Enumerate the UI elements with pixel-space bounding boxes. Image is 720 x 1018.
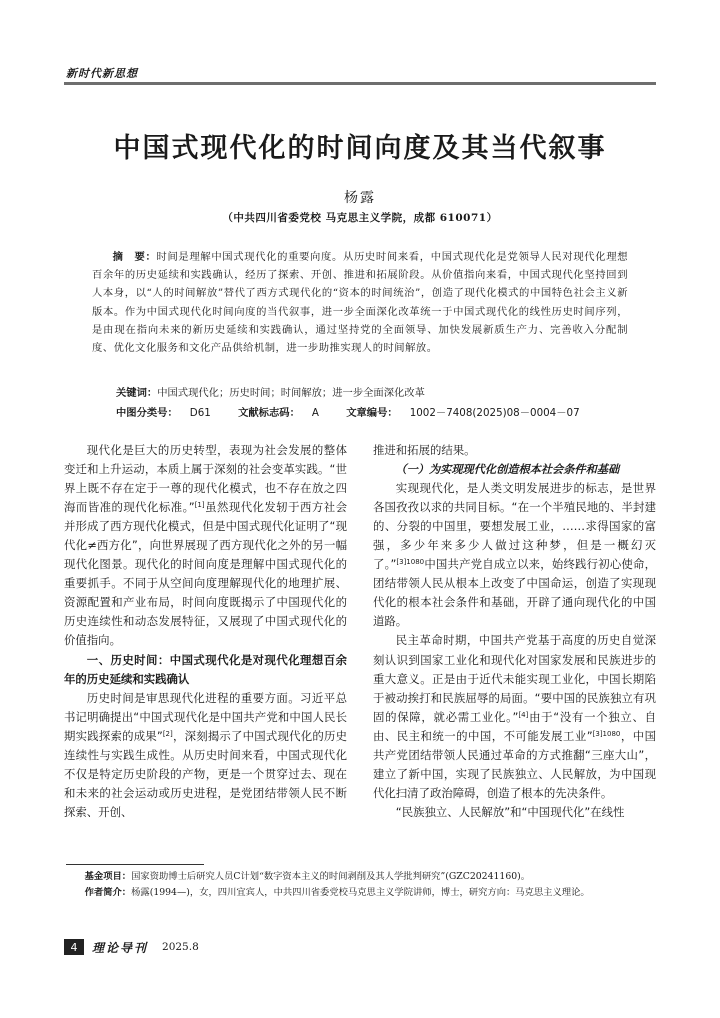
- page-number: 4: [64, 939, 84, 955]
- section-heading: 一、历史时间：中国式现代化是对现代化理想百余年的历史延续和实践确认: [64, 652, 347, 686]
- citation: [1]: [194, 501, 205, 510]
- author-name: 杨露: [344, 190, 376, 206]
- paragraph: 现代化是巨大的历史转型，表现为社会发展的整体变迁和上升运动，本质上属于深刻的社会变革实践。“世界上既不存在定于一尊的现代化模式，也不存在放之四海而皆准的现代化标准。”[1]虽然现代化发轫于西方社会并形成了西方现代化模式，但是中国式现代化证明了“现代化≠西方化”，向世界展现了西方现代化之外的另一幅现代化图景。现代化的时间向度是理解中国式现代化的重要抓手。不同于从空间向度理解现代化的地理扩展、资源配置和产业布局，时间向度既揭示了中国现代化的历史连续性和动态发展特征，又展现了中国式现代化的价值指向。: [64, 443, 347, 648]
- citation: [4]: [518, 710, 529, 719]
- journal-issue: 2025.8: [162, 941, 199, 953]
- section-header: 新时代新思想: [66, 67, 138, 80]
- paragraph: 推进和拓展的结果。: [373, 443, 476, 457]
- citation: [3]1080: [592, 729, 621, 738]
- keywords: [116, 384, 628, 399]
- article-number-value: 1002－7408(2025)08－0004－07: [409, 407, 580, 419]
- doc-code-value: A: [311, 407, 319, 419]
- header-rule: [64, 82, 656, 85]
- keywords-text: 中国式现代化；历史时间；时间解放；进一步全面深化改革: [157, 387, 425, 399]
- author-bio-text: 杨露(1994—)，女，四川宜宾人，中共四川省委党校马克思主义学院讲师，博士，研究方向：马克思主义理论。: [131, 887, 590, 898]
- funding-note: [66, 869, 656, 885]
- funding-text: 国家资助博士后研究人员C计划“数字资本主义的时间剥削及其人学批判研究”(GZC20241160)。: [131, 871, 531, 882]
- keywords-label: 关键词：: [116, 387, 158, 399]
- clc-value: D61: [189, 407, 211, 419]
- right-column: [373, 441, 656, 822]
- author-affiliation: （中共四川省委党校 马克思主义学院，成都 610071）: [222, 212, 498, 224]
- article-title: 中国式现代化的时间向度及其当代叙事: [113, 133, 607, 164]
- clc-label: 中图分类号：: [116, 407, 178, 419]
- author-bio-label: 作者简介：: [84, 887, 132, 898]
- classification-line: [116, 404, 628, 419]
- citation: [2]: [162, 729, 173, 738]
- abstract: [92, 248, 628, 357]
- paragraph: 历史时间是审思现代化进程的重要方面。习近平总书记明确提出“中国式现代化是中国共产党和中国人民长期实践探索的成果”[2]，深刻揭示了中国式现代化的历史连续性与实践生成性。从历史时间来看，中国式现代化不仅是特定历史阶段的产物，更是一个贯穿过去、现在和未来的社会运动或历史进程，是党团结带领人民不断探索、开创、: [64, 690, 347, 819]
- journal-name: 理论导刊: [92, 940, 149, 955]
- paragraph: 实现现代化，是人类文明发展进步的标志，是世界各国孜孜以求的共同目标。“在一个半殖民地的、半封建的、分裂的中国里，要想发展工业，……求得国家的富强，多少年来多少人做过这种梦，但是一概幻灭了。”$^{[3]1080}$中国共产党自成立以来，始终践行初心使命，团结带领人民从根本上改变了中国命运，创造了实现现代化的根本社会条件和基础，开辟了通向现代化的中国道路。: [373, 481, 656, 629]
- article-number-label: 文章编号：: [346, 407, 398, 419]
- footnote-rule: [66, 864, 204, 865]
- paragraph: 民主革命时期，中国共产党基于高度的历史自觉深刻认识到国家工业化和现代化对国家发展和民族进步的重大意义。正是由于近代未能实现工业化，中国长期陷于被动挨打和民族屈辱的局面。“要中国的民族独立有巩固的保障，就必需工业化。”[4]由于“没有一个独立、自由、民主和统一的中国，不可能发展工业”$^{[3]1080}$，中国共产党团结带领人民通过革命的方式推翻“三座大山”，建立了新中国，实现了民族独立、人民解放，为中国现代化扫清了政治障碍，创造了根本的先决条件。: [373, 633, 656, 800]
- funding-label: 基金项目：: [84, 871, 132, 882]
- citation: [3]1080: [396, 558, 425, 567]
- page-footer: [64, 939, 199, 955]
- doc-code-label: 文献标志码：: [238, 407, 300, 419]
- author-bio-note: [66, 885, 656, 901]
- paragraph: “民族独立、人民解放”和“中国现代化”在线性: [395, 804, 625, 819]
- abstract-text: 时间是理解中国式现代化的重要向度。从历史时间来看，中国式现代化是党领导人民对现代化理想百余年的历史延续和实践确认，经历了探索、开创、推进和拓展阶段。从价值指向来看，中国式现代化坚持回到人本身，以“人的时间解放”替代了西方式现代化的“资本的时间统治”，创造了现代化模式的中国特色社会主义新版本。作为中国式现代化时间向度的当代叙事，进一步全面深化改革统一于中国式现代化的线性历史时间序列，是由现在指向未来的新历史延续和实践确认，通过坚持党的全面领导、加快发展新质生产力、完善收入分配制度、优化文化服务和文化产品供给机制，进一步助推实现人的时间解放。: [92, 251, 629, 355]
- abstract-label: 摘 要：: [112, 251, 157, 263]
- left-column: [64, 441, 347, 822]
- subsection-heading: （一）为实现现代化创造根本社会条件和基础: [395, 462, 620, 477]
